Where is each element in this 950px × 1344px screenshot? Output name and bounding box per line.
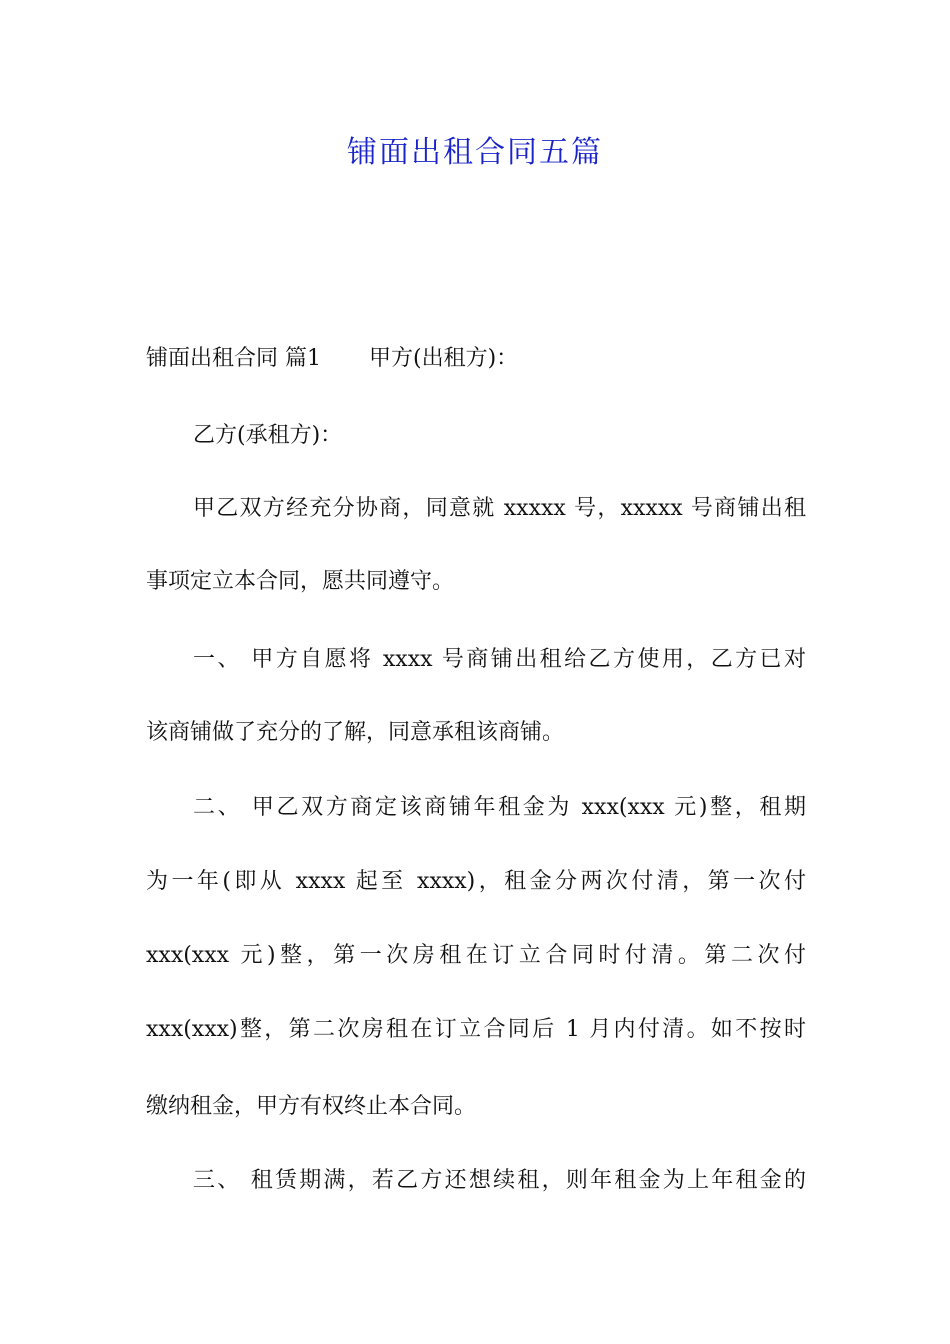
party-b-label: 乙方(承租方)： [193, 423, 343, 448]
clause-2-line-5: 缴纳租金，甲方有权终止本合同。 [146, 1094, 477, 1119]
paragraph-intro-line-2: 事项定立本合同，愿共同遵守。 [146, 569, 455, 594]
clause-1-line-1: 一、 甲方自愿将 xxxx 号商铺出租给乙方使用，乙方已对 [193, 647, 806, 672]
document-title: 铺面出租合同五篇 [347, 135, 603, 170]
clause-2-line-2: 为一年(即从 xxxx 起至 xxxx)，租金分两次付清，第一次付 [146, 869, 806, 894]
section-heading-row [146, 344, 806, 374]
paragraph-intro-line-1: 甲乙双方经充分协商，同意就 xxxxx 号，xxxxx 号商铺出租 [193, 496, 806, 521]
clause-2-line-1: 二、 甲乙双方商定该商铺年租金为 xxx(xxx 元)整，租期 [193, 795, 806, 820]
clause-3-line-1: 三、 租赁期满，若乙方还想续租，则年租金为上年租金的 [193, 1168, 806, 1193]
section-label: 铺面出租合同 篇1 [146, 346, 321, 371]
clause-1-line-2: 该商铺做了充分的了解，同意承租该商铺。 [146, 720, 565, 745]
party-a-label: 甲方(出租方)： [369, 346, 519, 371]
clause-2-line-3: xxx(xxx 元)整，第一次房租在订立合同时付清。第二次付 [146, 943, 806, 968]
clause-2-line-4: xxx(xxx)整，第二次房租在订立合同后 1 月内付清。如不按时 [146, 1017, 806, 1042]
